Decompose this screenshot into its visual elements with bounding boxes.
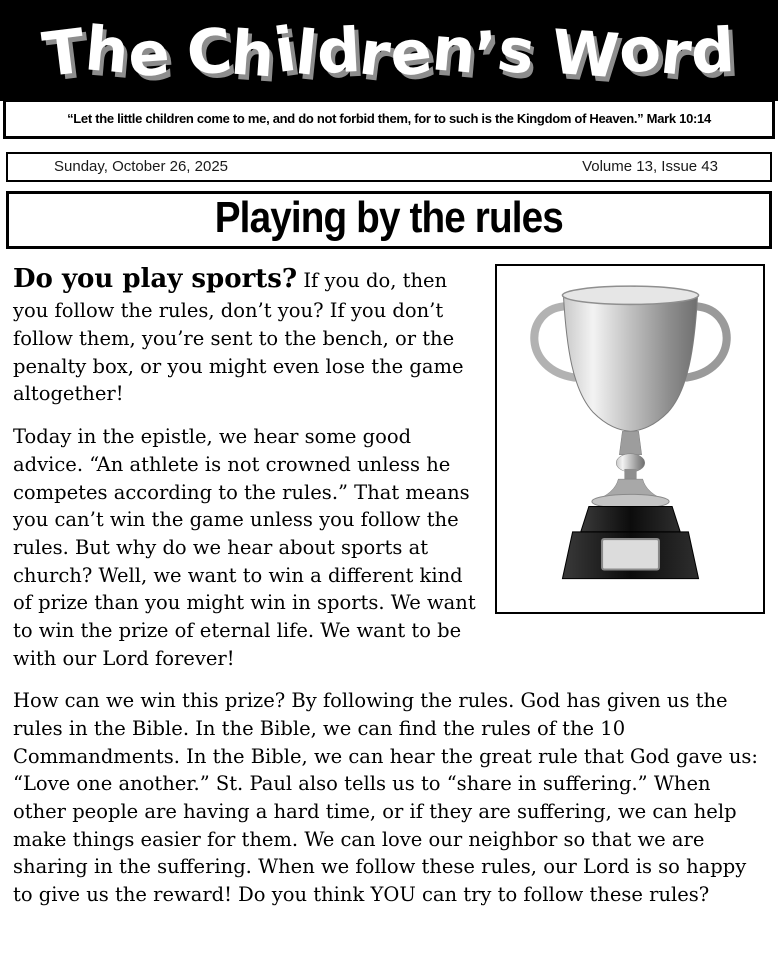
paragraph-2: Today in the epistle, we hear some good advice. “An athlete is not crowned unless he competes according to the rules.” That means you can’t win the game unless you follow the rules. But why do we hear about sports at church? Well, we want to win a different kind of prize than you might win in sports. We want to win the prize of eternal life. We want to be with our Lord forever! (13, 425, 476, 670)
scripture-quote-bar (3, 101, 775, 139)
issue-date: Sunday, October 26, 2025 (54, 158, 229, 175)
article-title: Playing by the rules (214, 193, 564, 242)
date-bar (6, 152, 772, 182)
article-body (0, 249, 778, 944)
paragraph-3: How can we win this prize? By following the rules. God has given us the rules in the Bible. In the Bible, we can find the rules of the 10 Commandments. In the Bible, we can hear the great rule that God gave us: “Love one another.” St. Paul also tells us to “share in suffering.” When other people are having a hard time, or if they are suffering, we can help make things easier for them. We can love our neighbor so that we are sharing in the suffering. When we follow these rules, our Lord is so happy to give us the reward! Do you think YOU can try to follow these rules? (13, 689, 758, 907)
masthead (0, 0, 778, 101)
paragraph-1-text: If you do, then you follow the rules, don’t you? If you don’t follow them, you’re sent to the bench, or the penalty box, or you might even lose the game altogether! (13, 268, 464, 406)
lead-sentence: Do you play sports? (13, 263, 298, 294)
article-title-box (6, 191, 772, 249)
volume-issue: Volume 13, Issue 43 (582, 158, 718, 175)
scripture-quote: “Let the little children come to me, and do not forbid them, for to such is the Kingdom of Heaven.” Mark 10:14 (67, 111, 711, 126)
masthead-title: The Children’s Word (39, 12, 737, 93)
trophy-icon (513, 276, 748, 601)
trophy-figure (495, 264, 765, 614)
